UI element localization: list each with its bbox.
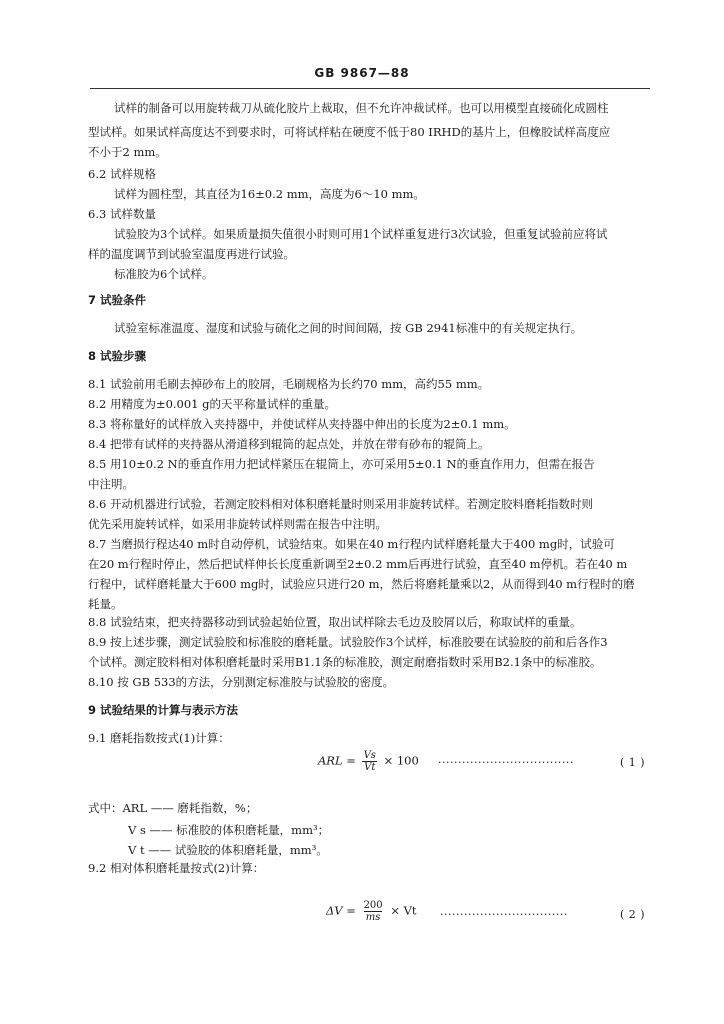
formula-2-lhs: ΔV = [326,903,356,918]
step-8-5-line-1: 8.5 用10±0.2 N的垂直作用力把试样紧压在辊筒上，亦可采用5±0.1 N的垂直作用力，但需在报告 [88,457,595,471]
section-6-3-heading: 6.3 试样数量 [88,207,156,221]
section-9-heading: 9 试验结果的计算与表示方法 [88,703,239,717]
section-9-2-heading: 9.2 相对体积磨耗量按式(2)计算： [88,861,265,875]
section-6-3-line-3: 标准胶为6个试样。 [114,267,214,281]
section-6-3-line-2: 样的温度调节到试验室温度再进行试验。 [88,247,295,261]
formula-1-rhs: × 100 [383,753,419,768]
step-8-7-line-1: 8.7 当磨损行程达40 m时自动停机，试验结束。如果在40 m行程内试样磨耗量大于400 mg时，试验可 [88,537,615,551]
para-6-1-line-3: 不小于2 mm。 [88,145,167,159]
section-9-1-heading: 9.1 磨耗指数按式(1)计算： [88,731,230,745]
formula-2-number: ( 2 ) [620,908,646,921]
step-8-8: 8.8 试验结束，把夹持器移动到试验起始位置，取出试样除去毛边及胶屑以后，称取试样的重量。 [88,615,582,629]
page-header: GB 9867—88 [314,66,410,80]
para-6-1-line-2: 型试样。如果试样高度达不到要求时，可将试样粘在硬度不低于80 IRHD的基片上，但橡胶试样高度应 [88,125,611,139]
step-8-5-line-2: 中注明。 [88,477,134,491]
step-8-4: 8.4 把带有试样的夹持器从滑道移到辊筒的起点处，并放在带有砂布的辊筒上。 [88,437,490,451]
formula-1 [318,750,419,773]
step-8-2: 8.2 用精度为±0.001 g的天平称量试样的重量。 [88,397,337,411]
step-8-10: 8.10 按 GB 533的方法，分别测定标准胶与试验胶的密度。 [88,675,395,689]
formula-1-leader-dots: ·································· [438,756,574,769]
formula-1-numerator: Vs [363,750,376,761]
formula-2-fraction [362,900,385,923]
formula-2-leader-dots: ································ [440,908,568,921]
definition-vt: V t —— 试验胶的体积磨耗量，mm³。 [128,843,328,857]
step-8-7-line-2: 在20 m行程时停止，然后把试样伸长长度重新调至2±0.2 mm后再进行试验，直至40 m停机。若在40 m [88,557,628,571]
section-6-3-line-1: 试验胶为3个试样。如果质量损失值很小时则可用1个试样重复进行3次试验，但重复试验前应将试 [114,227,608,241]
formula-1-number: ( 1 ) [620,756,646,769]
section-8-heading: 8 试验步骤 [88,349,147,363]
step-8-9-line-2: 个试样。测定胶料相对体积磨耗量时采用B1.1条的标准胶，测定耐磨指数时采用B2.1条中的标准胶。 [88,655,602,669]
step-8-1: 8.1 试验前用毛刷去掉砂布上的胶屑，毛刷规格为长约70 mm，高约55 mm。 [88,377,490,391]
header-rule [90,88,650,89]
formula-1-lhs: ARL = [318,753,356,768]
para-6-1-line-1: 试样的制备可以用旋转裁刀从硫化胶片上裁取，但不允许冲裁试样。也可以用模型直接硫化成圆柱 [114,101,609,115]
where-line: 式中：ARL —— 磨耗指数，%； [88,801,258,815]
definition-vs: V s —— 标准胶的体积磨耗量，mm³； [128,823,330,837]
step-8-9-line-1: 8.9 按上述步骤，测定试验胶和标准胶的磨耗量。试验胶作3个试样，标准胶要在试验胶的前和后各作3 [88,635,608,649]
step-8-7-line-4: 耗量。 [88,597,123,611]
step-8-6-line-2: 优先采用旋转试样，如采用非旋转试样则需在报告中注明。 [88,517,387,531]
section-6-2-heading: 6.2 试样规格 [88,167,156,181]
formula-1-fraction [362,750,378,773]
section-7-text: 试验室标准温度、湿度和试验与硫化之间的时间间隔，按 GB 2941标准中的有关规定执行。 [114,321,583,335]
formula-2-rhs: × Vt [390,903,417,918]
formula-2-numerator: 200 [363,900,383,911]
section-7-heading: 7 试验条件 [88,293,147,307]
step-8-7-line-3: 行程中，试样磨耗量大于600 mg时，试验应只进行20 m，然后将磨耗量乘以2，从而得到40 m行程时的磨 [88,577,635,591]
formula-2 [326,900,417,923]
formula-2-denominator: ms [365,912,381,923]
step-8-6-line-1: 8.6 开动机器进行试验，若测定胶料相对体积磨耗量时则采用非旋转试样。若测定胶料磨耗指数时则 [88,497,593,511]
formula-1-denominator: Vt [364,762,376,773]
step-8-3: 8.3 将称量好的试样放入夹持器中，并使试样从夹持器中伸出的长度为2±0.1 mm。 [88,417,516,431]
section-6-2-text: 试样为圆柱型，其直径为16±0.2 mm，高度为6～10 mm。 [114,187,425,201]
